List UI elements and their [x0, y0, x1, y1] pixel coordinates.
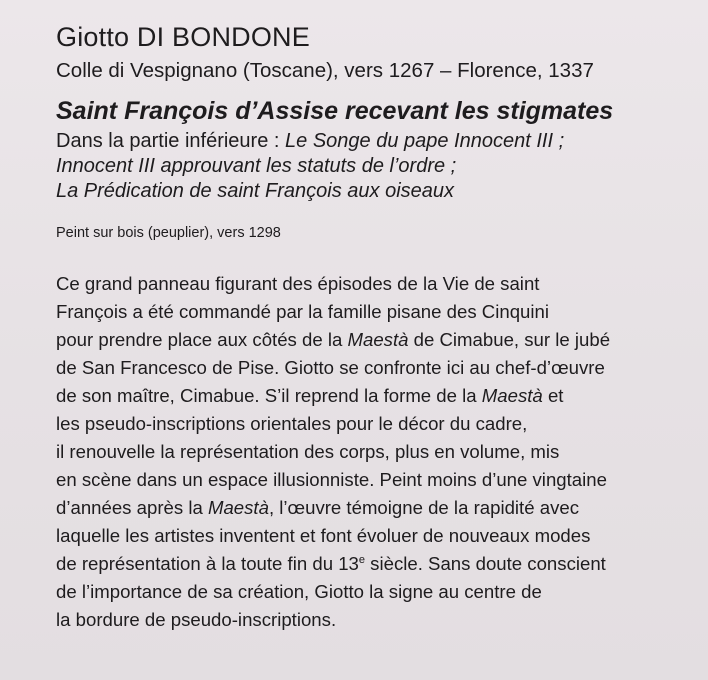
- body-text: , l’œuvre témoigne de la rapidité avec: [268, 497, 580, 518]
- body-text: de Cimabue, sur le jubé: [408, 329, 611, 350]
- body-text: pour prendre place aux côtés de la: [56, 329, 348, 350]
- artwork-medium: Peint sur bois (peuplier), vers 1298: [56, 225, 281, 241]
- body-line: les pseudo-inscriptions orientales pour le décor du cadre,: [56, 413, 528, 434]
- artist-dates: Colle di Vespignano (Toscane), vers 1267 – Florence, 1337: [56, 59, 594, 82]
- artwork-title: Saint François d’Assise recevant les stigmates: [56, 97, 614, 125]
- subtitle-scene-3: La Prédication de saint François aux oiseaux: [56, 180, 455, 202]
- body-line: François a été commandé par la famille pisane des Cinquini: [56, 301, 549, 322]
- body-line: en scène dans un espace illusionniste. Peint moins d’une vingtaine: [56, 469, 607, 490]
- artist-name: Giotto DI BONDONE: [56, 22, 310, 52]
- body-line: de l’importance de sa création, Giotto la signe au centre de: [56, 581, 542, 602]
- subtitle-scene-2: Innocent III approuvant les statuts de l’ordre ;: [56, 155, 457, 177]
- body-text: siècle. Sans doute conscient: [365, 553, 606, 574]
- subtitle-prefix: Dans la partie inférieure :: [56, 130, 286, 152]
- subtitle-scene-1: Le Songe du pape Innocent III ;: [285, 130, 565, 152]
- body-line: [56, 494, 708, 522]
- body-line: laquelle les artistes inventent et font évoluer de nouveaux modes: [56, 525, 591, 546]
- body-italic-title: Maestà: [347, 329, 409, 350]
- body-line: de San Francesco de Pise. Giotto se confronte ici au chef-d’œuvre: [56, 357, 605, 378]
- ordinal-superscript: e: [358, 553, 366, 566]
- body-line: [56, 550, 708, 578]
- body-line: Ce grand panneau figurant des épisodes de la Vie de saint: [56, 273, 540, 294]
- body-line: la bordure de pseudo-inscriptions.: [56, 609, 337, 630]
- description-text: [56, 270, 708, 634]
- body-text: d’années après la: [56, 497, 208, 518]
- body-italic-title: Maestà: [207, 497, 269, 518]
- artwork-subtitle: [56, 129, 708, 204]
- subtitle-line-1: [56, 129, 708, 154]
- body-italic-title: Maestà: [481, 385, 543, 406]
- body-line: [56, 326, 708, 354]
- body-line: [56, 382, 708, 410]
- body-text: de représentation à la toute fin du 13: [56, 553, 359, 574]
- body-text: de son maître, Cimabue. S’il reprend la forme de la: [56, 385, 482, 406]
- body-line: il renouvelle la représentation des corps, plus en volume, mis: [56, 441, 560, 462]
- body-text: et: [542, 385, 564, 406]
